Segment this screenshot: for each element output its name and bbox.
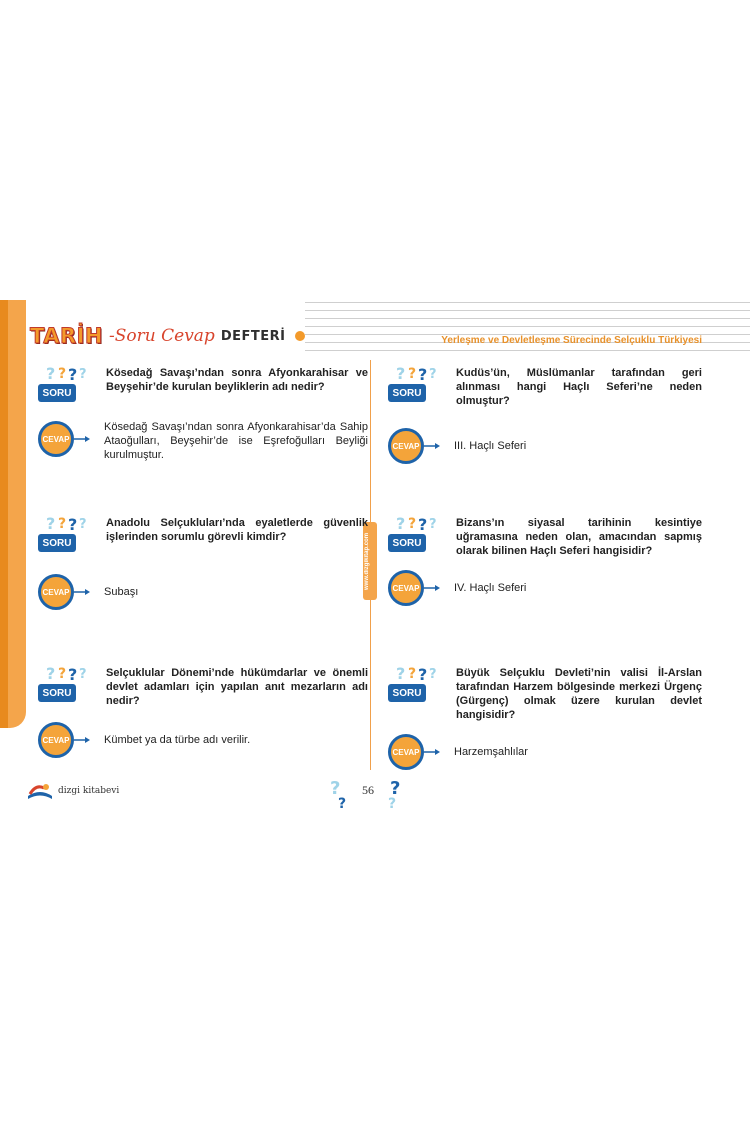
qa-item-right-3 bbox=[388, 664, 702, 770]
svg-text:?: ? bbox=[79, 367, 87, 382]
svg-text:?: ? bbox=[418, 665, 428, 682]
question-marks-icon bbox=[46, 664, 88, 682]
publisher-name: dizgi kitabevi bbox=[58, 786, 120, 796]
svg-text:?: ? bbox=[418, 515, 428, 532]
soru-badge bbox=[388, 364, 438, 402]
brand-soru-cevap: -Soru Cevap bbox=[109, 326, 215, 346]
answer-text: III. Haçlı Seferi bbox=[454, 440, 527, 452]
question-text: Selçuklular Dönemi’nde hükümdarlar ve önemli devlet adamları için yapılan anıt mezarların adı nedir? bbox=[106, 667, 368, 707]
arrow-right-icon bbox=[424, 747, 440, 757]
cevap-badge-wrap bbox=[38, 722, 96, 758]
answer-row bbox=[388, 734, 702, 770]
soru-badge bbox=[388, 664, 438, 702]
soru-badge bbox=[388, 514, 438, 552]
question-marks-icon bbox=[396, 364, 438, 382]
cevap-badge: CEVAP bbox=[38, 421, 74, 457]
answer-row bbox=[388, 428, 702, 464]
brand-dot bbox=[295, 331, 305, 341]
soru-label: SORU bbox=[38, 384, 76, 402]
soru-label: SORU bbox=[38, 534, 76, 552]
svg-text:?: ? bbox=[396, 364, 406, 382]
cevap-badge-wrap bbox=[388, 428, 446, 464]
cevap-badge: CEVAP bbox=[388, 570, 424, 606]
answer-text: IV. Haçlı Seferi bbox=[454, 582, 527, 594]
svg-text:?: ? bbox=[408, 516, 417, 532]
svg-text:?: ? bbox=[390, 778, 401, 799]
svg-text:?: ? bbox=[408, 666, 417, 682]
question-row bbox=[38, 364, 368, 402]
answer-text: Subaşı bbox=[104, 586, 139, 598]
svg-text:?: ? bbox=[68, 515, 78, 532]
center-tag-text: www.dizgikitap.com bbox=[364, 532, 370, 590]
answer-row bbox=[38, 722, 368, 758]
svg-text:?: ? bbox=[46, 514, 56, 532]
question-row bbox=[388, 364, 702, 408]
svg-text:?: ? bbox=[58, 666, 67, 682]
cevap-badge-wrap bbox=[38, 574, 96, 610]
soru-label: SORU bbox=[388, 534, 426, 552]
svg-text:?: ? bbox=[338, 796, 347, 810]
cevap-badge: CEVAP bbox=[38, 722, 74, 758]
answer-row bbox=[388, 570, 702, 606]
question-marks-icon bbox=[396, 664, 438, 682]
question-row bbox=[388, 514, 702, 558]
soru-label: SORU bbox=[388, 684, 426, 702]
answer-row bbox=[38, 416, 368, 462]
soru-badge bbox=[38, 664, 88, 702]
qa-item-right-2 bbox=[388, 514, 702, 606]
question-row bbox=[388, 664, 702, 722]
svg-text:?: ? bbox=[46, 364, 56, 382]
question-text: Bizans’ın siyasal tarihinin kesintiye uğramasına neden olan, amacından sapmış olarak bilinen Haçlı Seferi hangisidir? bbox=[456, 517, 702, 557]
soru-label: SORU bbox=[38, 684, 76, 702]
book-brand-logo bbox=[30, 324, 305, 348]
question-marks-icon bbox=[396, 514, 438, 532]
svg-text:?: ? bbox=[418, 365, 428, 382]
svg-text:?: ? bbox=[408, 366, 417, 382]
cevap-badge-wrap bbox=[388, 734, 446, 770]
cevap-badge-wrap bbox=[388, 570, 446, 606]
svg-text:?: ? bbox=[388, 796, 397, 810]
qa-item-left-2 bbox=[38, 514, 368, 610]
svg-text:?: ? bbox=[396, 514, 406, 532]
svg-text:?: ? bbox=[46, 664, 56, 682]
cevap-badge: CEVAP bbox=[38, 574, 74, 610]
svg-text:?: ? bbox=[396, 664, 406, 682]
arrow-right-icon bbox=[74, 587, 90, 597]
svg-text:?: ? bbox=[79, 667, 87, 682]
answer-text: Harzemşahlılar bbox=[454, 746, 528, 758]
svg-text:?: ? bbox=[429, 367, 437, 382]
qa-item-left-3 bbox=[38, 664, 368, 758]
cevap-badge-wrap bbox=[38, 421, 96, 457]
arrow-right-icon bbox=[74, 434, 90, 444]
question-text: Kösedağ Savaşı’ndan sonra Afyonkarahisar ve Beyşehir’de kurulan beyliklerin adı nedir? bbox=[106, 367, 368, 393]
question-marks-icon bbox=[46, 514, 88, 532]
book-logo-icon bbox=[26, 780, 54, 802]
svg-text:?: ? bbox=[68, 365, 78, 382]
svg-text:?: ? bbox=[330, 778, 341, 799]
question-mark-icon bbox=[388, 776, 410, 810]
question-text: Büyük Selçuklu Devleti’nin valisi İl-Arslan tarafından Harzem bölgesinde merkezi Ürgenç (Gürgenç) olmak üzere kurulan devlet hangisidir? bbox=[456, 667, 702, 721]
arrow-right-icon bbox=[424, 441, 440, 451]
cevap-badge: CEVAP bbox=[388, 428, 424, 464]
question-row bbox=[38, 514, 368, 552]
brand-tarih: TARİH bbox=[30, 324, 104, 348]
arrow-right-icon bbox=[74, 735, 90, 745]
soru-badge bbox=[38, 364, 88, 402]
cevap-badge: CEVAP bbox=[388, 734, 424, 770]
svg-text:?: ? bbox=[68, 665, 78, 682]
svg-text:?: ? bbox=[58, 366, 67, 382]
page-number: 56 bbox=[362, 783, 374, 797]
question-row bbox=[38, 664, 368, 708]
answer-text: Kümbet ya da türbe adı verilir. bbox=[104, 734, 251, 746]
svg-text:?: ? bbox=[58, 516, 67, 532]
answer-row bbox=[38, 574, 368, 610]
svg-text:?: ? bbox=[429, 517, 437, 532]
left-margin-band-inner bbox=[0, 300, 8, 728]
soru-badge bbox=[38, 514, 88, 552]
question-mark-icon bbox=[330, 776, 352, 810]
section-title: Yerleşme ve Devletleşme Sürecinde Selçuklu Türkiyesi bbox=[441, 335, 702, 346]
brand-defteri: DEFTERİ bbox=[220, 328, 286, 344]
publisher-logo bbox=[26, 780, 119, 802]
svg-text:?: ? bbox=[79, 517, 87, 532]
qa-item-left-1 bbox=[38, 364, 368, 462]
question-marks-icon bbox=[46, 364, 88, 382]
question-text: Kudüs’ün, Müslümanlar tarafından geri alınması hangi Haçlı Seferi’ne neden olmuştur? bbox=[456, 367, 702, 407]
question-text: Anadolu Selçukluları’nda eyaletlerde güvenlik işlerinden sorumlu görevli kimdir? bbox=[106, 517, 368, 543]
soru-label: SORU bbox=[388, 384, 426, 402]
arrow-right-icon bbox=[424, 583, 440, 593]
qa-item-right-1 bbox=[388, 364, 702, 464]
svg-text:?: ? bbox=[429, 667, 437, 682]
answer-text: Kösedağ Savaşı’ndan sonra Afyonkarahisar’da Sahip Ataoğulları, Beyşehir’de ise Eşrefoğulları Beyliği kurulmuştur. bbox=[104, 421, 368, 461]
